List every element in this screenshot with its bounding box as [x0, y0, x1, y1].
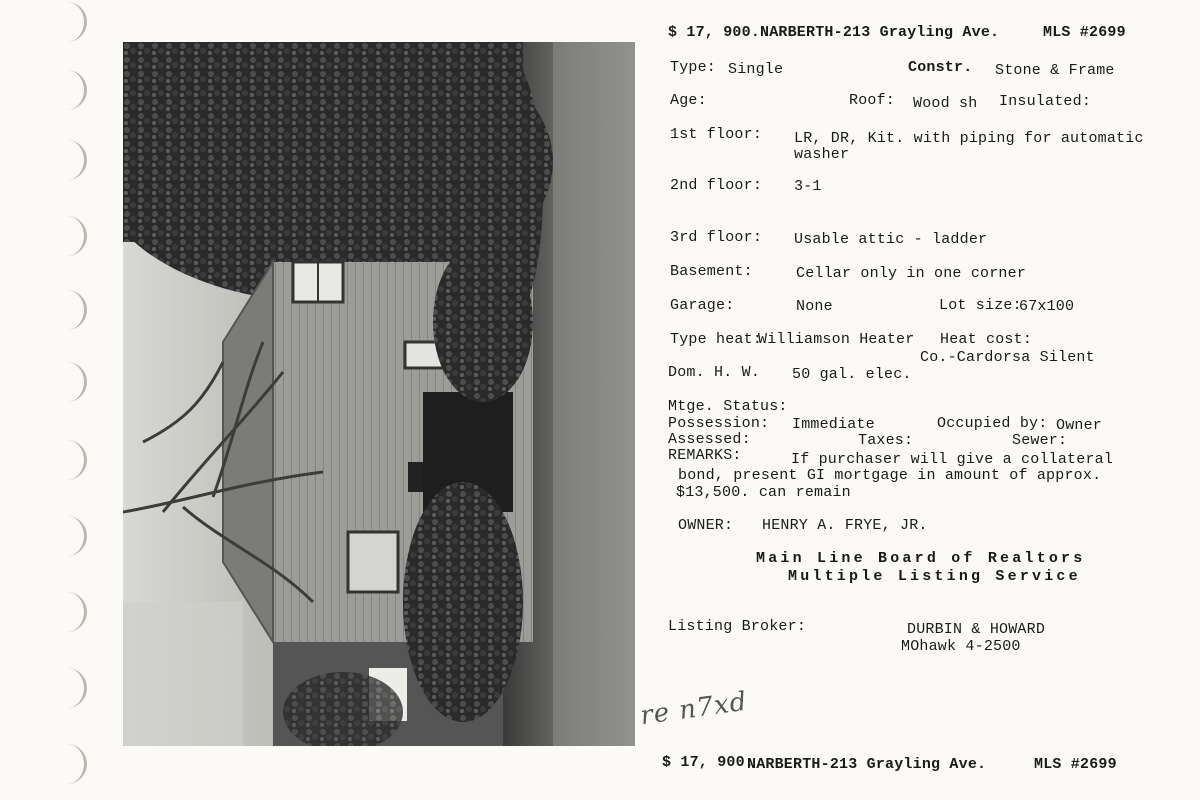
age-label: Age: — [670, 92, 707, 109]
lot-label: Lot size: — [939, 297, 1022, 314]
floor1-line2: washer — [794, 146, 850, 163]
header-price: $ 17, 900. — [668, 24, 761, 41]
punch-hole — [60, 440, 87, 480]
basement-label: Basement: — [670, 263, 753, 280]
occupied-label: Occupied by: — [937, 415, 1048, 432]
possession-label: Possession: — [668, 415, 770, 432]
floor2-label: 2nd floor: — [670, 177, 763, 194]
basement-value: Cellar only in one corner — [796, 265, 1027, 282]
mtge-label: Mtge. Status: — [668, 398, 788, 415]
lot-value: 67x100 — [1019, 298, 1075, 315]
remarks-line3: $13,500. can remain — [676, 484, 851, 501]
house-photo — [123, 42, 635, 746]
sewer-label: Sewer: — [1012, 432, 1068, 449]
punch-hole — [60, 592, 87, 632]
roof-value: Wood sh — [913, 95, 978, 112]
footer-price: $ 17, 900. — [662, 754, 755, 771]
header-mls: MLS #2699 — [1043, 24, 1126, 41]
punch-hole — [60, 668, 87, 708]
header-location: NARBERTH-213 Grayling Ave. — [760, 24, 1000, 41]
heat-co: Co.-Cardorsa Silent — [920, 349, 1095, 366]
owner-value: HENRY A. FRYE, JR. — [762, 517, 928, 534]
board-line1: Main Line Board of Realtors — [756, 550, 1086, 567]
remarks-line2: bond, present GI mortgage in amount of approx. — [678, 467, 1102, 484]
possession-value: Immediate — [792, 416, 875, 433]
broker-name: DURBIN & HOWARD — [907, 621, 1046, 638]
owner-label: OWNER: — [678, 517, 734, 534]
remarks-line1: If purchaser will give a collateral — [791, 451, 1114, 468]
house-photo-drawing — [123, 42, 635, 746]
heat-value: Williamson Heater — [758, 331, 915, 348]
garage-value: None — [796, 298, 833, 315]
punch-hole — [60, 216, 87, 256]
punch-hole — [60, 362, 87, 402]
binder-holes — [0, 0, 110, 800]
insulated-label: Insulated: — [999, 93, 1092, 110]
punch-hole — [60, 70, 87, 110]
heat-cost-label: Heat cost: — [940, 331, 1033, 348]
floor1-line1: LR, DR, Kit. with piping for automatic — [794, 130, 1144, 147]
heat-label: Type heat: — [670, 331, 763, 348]
board-line2: Multiple Listing Service — [788, 568, 1081, 585]
taxes-label: Taxes: — [858, 432, 914, 449]
dhw-value: 50 gal. elec. — [792, 366, 912, 383]
punch-hole — [60, 290, 87, 330]
punch-hole — [60, 516, 87, 556]
punch-hole — [60, 744, 87, 784]
floor3-value: Usable attic - ladder — [794, 231, 988, 248]
footer-location: NARBERTH-213 Grayling Ave. — [747, 756, 987, 773]
constr-label: Constr. — [908, 59, 973, 76]
garage-label: Garage: — [670, 297, 735, 314]
floor2-value: 3-1 — [794, 178, 822, 195]
assessed-label: Assessed: — [668, 431, 751, 448]
punch-hole — [60, 2, 87, 42]
footer-mls: MLS #2699 — [1034, 756, 1117, 773]
handwritten-note: re n7xd — [638, 686, 750, 732]
broker-label: Listing Broker: — [668, 618, 807, 635]
dhw-label: Dom. H. W. — [668, 364, 761, 381]
occupied-value: Owner — [1056, 417, 1103, 434]
punch-hole — [60, 140, 87, 180]
constr-value: Stone & Frame — [995, 62, 1115, 79]
remarks-label: REMARKS: — [668, 447, 742, 464]
type-value: Single — [728, 61, 784, 78]
floor1-label: 1st floor: — [670, 126, 763, 143]
roof-label: Roof: — [849, 92, 896, 109]
type-label: Type: — [670, 59, 717, 76]
floor3-label: 3rd floor: — [670, 229, 763, 246]
broker-phone: MOhawk 4-2500 — [901, 638, 1021, 655]
